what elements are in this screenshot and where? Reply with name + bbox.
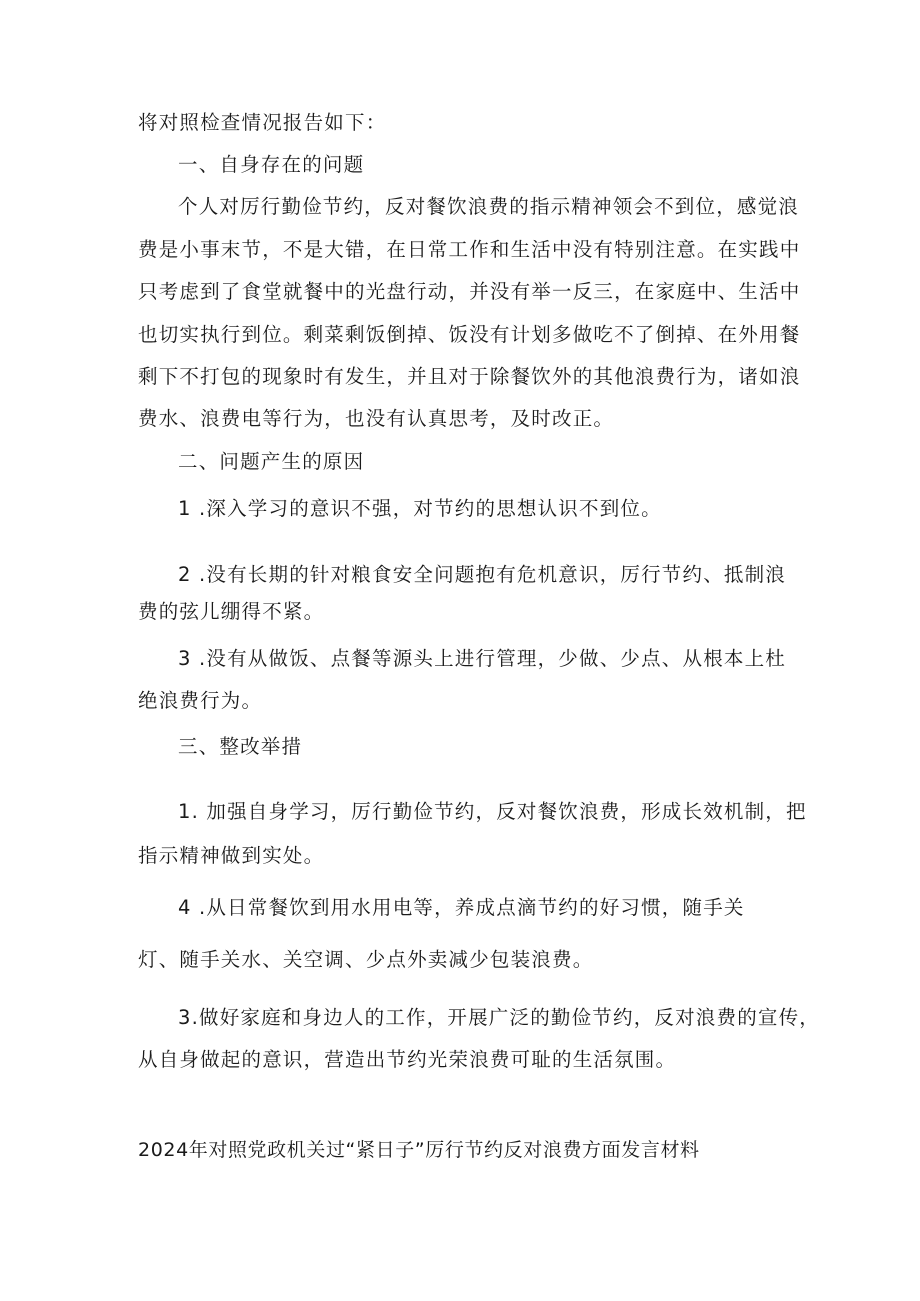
report-intro: 将对照检查情况报告如下：	[138, 111, 387, 134]
cause-item-1: 1 .深入学习的意识不强，对节约的思想认识不到位。	[178, 497, 662, 520]
measure-item-2-continued: 灯、随手关水、关空调、少点外卖减少包装浪费。	[138, 948, 594, 971]
document-title: 2024年对照党政机关过“紧日子”厉行节约反对浪费方面发言材料	[138, 1139, 700, 1161]
paragraph-line: 也切实执行到位。剩菜剩饭倒掉、饭没有计划多做吃不了倒掉、在外用餐	[138, 323, 801, 346]
cause-item-3-continued: 绝浪费行为。	[138, 689, 263, 712]
measure-item-1: 1. 加强自身学习，厉行勤俭节约，反对餐饮浪费，形成长效机制，把	[178, 800, 807, 823]
measure-item-2: 4 .从日常餐饮到用水用电等，养成点滴节约的好习惯，随手关	[178, 896, 745, 919]
cause-item-2-continued: 费的弦儿绷得不紧。	[138, 600, 325, 623]
measure-item-3: 3.做好家庭和身边人的工作，开展广泛的勤俭节约，反对浪费的宣传，	[178, 1006, 821, 1029]
section-heading-problems: 一、自身存在的问题	[178, 153, 365, 176]
paragraph-line: 只考虑到了食堂就餐中的光盘行动，并没有举一反三，在家庭中、生活中	[138, 280, 801, 303]
measure-item-1-continued: 指示精神做到实处。	[138, 844, 325, 867]
section-heading-causes: 二、问题产生的原因	[178, 450, 365, 473]
cause-item-2: 2 .没有长期的针对粮食安全问题抱有危机意识，厉行节约、抵制浪	[178, 563, 787, 586]
paragraph-line: 个人对厉行勤俭节约，反对餐饮浪费的指示精神领会不到位，感觉浪	[178, 195, 800, 218]
measure-item-3-continued: 从自身做起的意识，营造出节约光荣浪费可耻的生活氛围。	[138, 1048, 677, 1071]
paragraph-line: 剩下不打包的现象时有发生，并且对于除餐饮外的其他浪费行为，诸如浪	[138, 365, 801, 388]
section-heading-measures: 三、整改举措	[178, 735, 303, 758]
paragraph-line: 费水、浪费电等行为，也没有认真思考，及时改正。	[138, 407, 615, 430]
paragraph-line: 费是小事末节，不是大错，在日常工作和生活中没有特别注意。在实践中	[138, 238, 801, 261]
cause-item-3: 3 .没有从做饭、点餐等源头上进行管理，少做、少点、从根本上杜	[178, 647, 787, 670]
